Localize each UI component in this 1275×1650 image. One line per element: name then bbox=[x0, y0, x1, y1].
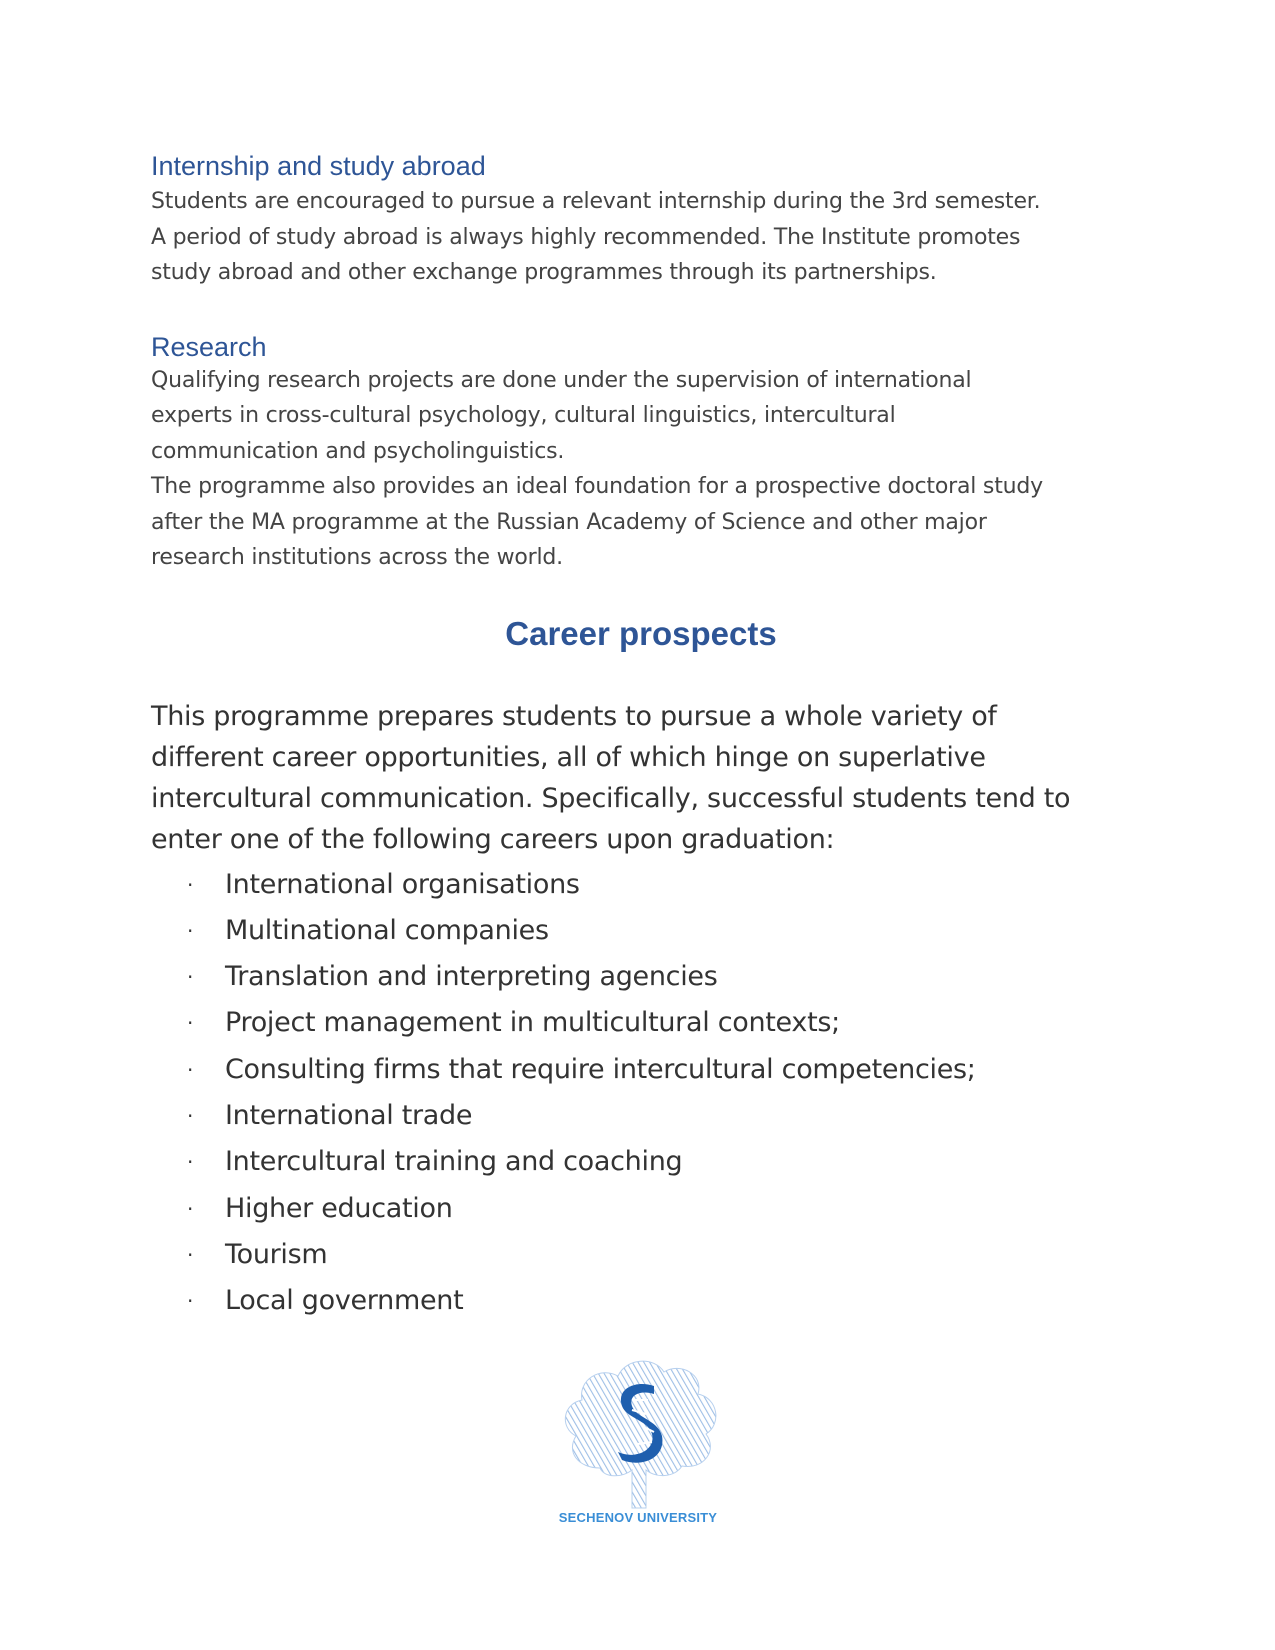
bullet-icon: · bbox=[187, 965, 194, 990]
list-item bbox=[151, 862, 1131, 908]
internship-line: Students are encouraged to pursue a relevant internship during the 3rd semester. bbox=[151, 189, 1041, 214]
career-heading: Career prospects bbox=[505, 614, 777, 652]
list-item-text: Translation and interpreting agencies bbox=[225, 961, 718, 993]
research-line: Qualifying research projects are done under the supervision of international bbox=[151, 367, 972, 393]
research-paragraph bbox=[151, 363, 1131, 576]
career-intro-line: This programme prepares students to pursue a whole variety of bbox=[151, 700, 997, 732]
internship-paragraph bbox=[151, 184, 1131, 291]
research-heading: Research bbox=[151, 331, 267, 362]
list-item-text: International trade bbox=[225, 1099, 473, 1131]
bullet-icon: · bbox=[187, 872, 194, 897]
bullet-icon: · bbox=[187, 1011, 194, 1036]
research-line: experts in cross-cultural psychology, cultural linguistics, intercultural bbox=[151, 403, 896, 428]
list-item-text: International organisations bbox=[225, 868, 580, 900]
list-item bbox=[151, 1232, 1131, 1278]
list-item bbox=[151, 1000, 1131, 1046]
career-list bbox=[151, 862, 1131, 1325]
bullet-icon: · bbox=[187, 918, 194, 943]
list-item bbox=[151, 1186, 1131, 1232]
list-item bbox=[151, 954, 1131, 1000]
research-line: research institutions across the world. bbox=[151, 545, 563, 570]
research-line: communication and psycholinguistics. bbox=[151, 438, 565, 464]
page-content bbox=[151, 150, 1131, 1324]
list-item bbox=[151, 1093, 1131, 1139]
list-item-text: Local government bbox=[225, 1285, 464, 1317]
list-item-text: Project management in multicultural contexts; bbox=[225, 1007, 840, 1039]
career-intro-line: different career opportunities, all of which hinge on superlative bbox=[151, 741, 986, 773]
sechenov-tree-logo-icon bbox=[538, 1340, 738, 1530]
bullet-icon: · bbox=[187, 1196, 194, 1221]
internship-heading: Internship and study abroad bbox=[151, 151, 486, 181]
internship-line: A period of study abroad is always highly recommended. The Institute promotes bbox=[151, 224, 1021, 250]
list-item-text: Multinational companies bbox=[225, 914, 549, 946]
bullet-icon: · bbox=[187, 1242, 194, 1267]
bullet-icon: · bbox=[187, 1150, 194, 1175]
career-intro-line: enter one of the following careers upon graduation: bbox=[151, 823, 835, 855]
career-intro bbox=[151, 696, 1131, 860]
bullet-icon: · bbox=[187, 1103, 194, 1128]
career-intro-line: intercultural communication. Specifically, successful students tend to bbox=[151, 782, 1071, 814]
internship-line: study abroad and other exchange programmes through its partnerships. bbox=[151, 260, 937, 285]
list-item bbox=[151, 1278, 1131, 1324]
research-line: The programme also provides an ideal foundation for a prospective doctoral study bbox=[151, 474, 1043, 499]
list-item-text: Higher education bbox=[225, 1192, 453, 1224]
list-item bbox=[151, 1047, 1131, 1093]
research-line: after the MA programme at the Russian Academy of Science and other major bbox=[151, 509, 987, 535]
list-item-text: Consulting firms that require intercultural competencies; bbox=[225, 1053, 976, 1085]
logo-text: SECHENOV UNIVERSITY bbox=[558, 1510, 718, 1525]
list-item-text: Intercultural training and coaching bbox=[225, 1146, 683, 1178]
list-item-text: Tourism bbox=[225, 1238, 328, 1270]
bullet-icon: · bbox=[187, 1289, 194, 1314]
list-item bbox=[151, 908, 1131, 954]
list-item bbox=[151, 1139, 1131, 1185]
bullet-icon: · bbox=[187, 1057, 194, 1082]
